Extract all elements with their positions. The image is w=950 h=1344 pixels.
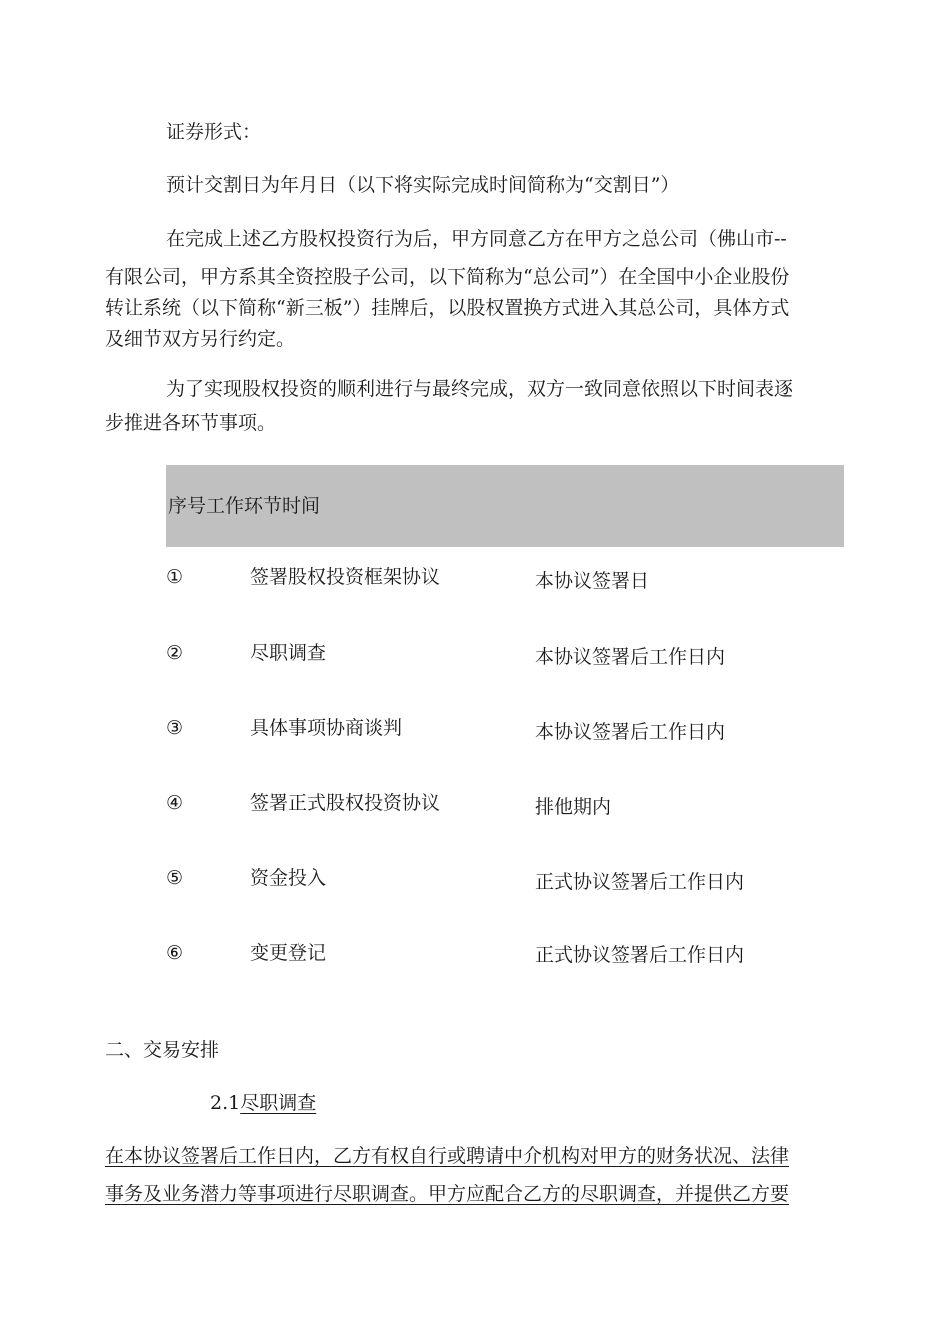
paragraph-3-line-3: 转让系统（以下简称“新三板”）挂牌后，以股权置换方式进入其总公司，具体方式 [105,297,790,319]
table-header [166,465,844,547]
paragraph-4-line-1: 为了实现股权投资的顺利进行与最终完成，双方一致同意依照以下时间表逐 [166,378,794,400]
row-3-step: 具体事项协商谈判 [250,717,403,739]
subsection-title: 尽职调查 [240,1092,317,1114]
securities-form-line: 证券形式： [166,121,262,143]
paragraph-4-line-2: 步推进各环节事项。 [105,412,277,434]
row-4-num: ④ [166,792,184,814]
subsection-number: 2.1 [210,1092,241,1114]
table-header-label: 序号工作环节时间 [168,495,321,517]
row-5-time: 正式协议签署后工作日内 [535,871,745,893]
row-3-num: ③ [166,717,184,739]
section-2-body-line-2: 事务及业务潜力等事项进行尽职调查。甲方应配合乙方的尽职调查，并提供乙方要 [105,1183,790,1205]
row-2-time: 本协议签署后工作日内 [535,646,726,668]
subsection-2-1-heading [210,1084,316,1122]
row-6-time-clip [535,940,835,965]
row-1-step: 签署股权投资框架协议 [250,566,441,588]
row-1-time: 本协议签署日 [535,570,650,592]
row-6-step: 变更登记 [250,942,327,964]
row-1-num: ① [166,566,184,588]
row-5-step: 资金投入 [250,867,327,889]
paragraph-3-line-4: 及细节双方另行约定。 [105,328,296,350]
row-3-time: 本协议签署后工作日内 [535,721,726,743]
section-2-heading: 二、交易安排 [105,1039,220,1061]
paragraph-3-line-1: 在完成上述乙方股权投资行为后，甲方同意乙方在甲方之总公司（佛山市-- [166,228,787,250]
row-6-num: ⑥ [166,942,184,964]
delivery-date-line: 预计交割日为年月日（以下将实际完成时间简称为“交割日”） [166,174,680,196]
row-2-step: 尽职调查 [250,642,327,664]
row-5-num: ⑤ [166,867,184,889]
row-4-time: 排他期内 [535,796,612,818]
row-6-time: 正式协议签署后工作日内 [535,944,745,965]
section-2-body-line-1: 在本协议签署后工作日内，乙方有权自行或聘请中介机构对甲方的财务状况、法律 [105,1145,790,1167]
row-2-num: ② [166,642,184,664]
row-4-step: 签署正式股权投资协议 [250,792,441,814]
paragraph-3-line-2: 有限公司，甲方系其全资控股子公司，以下简称为“总公司”）在全国中小企业股份 [105,266,790,288]
